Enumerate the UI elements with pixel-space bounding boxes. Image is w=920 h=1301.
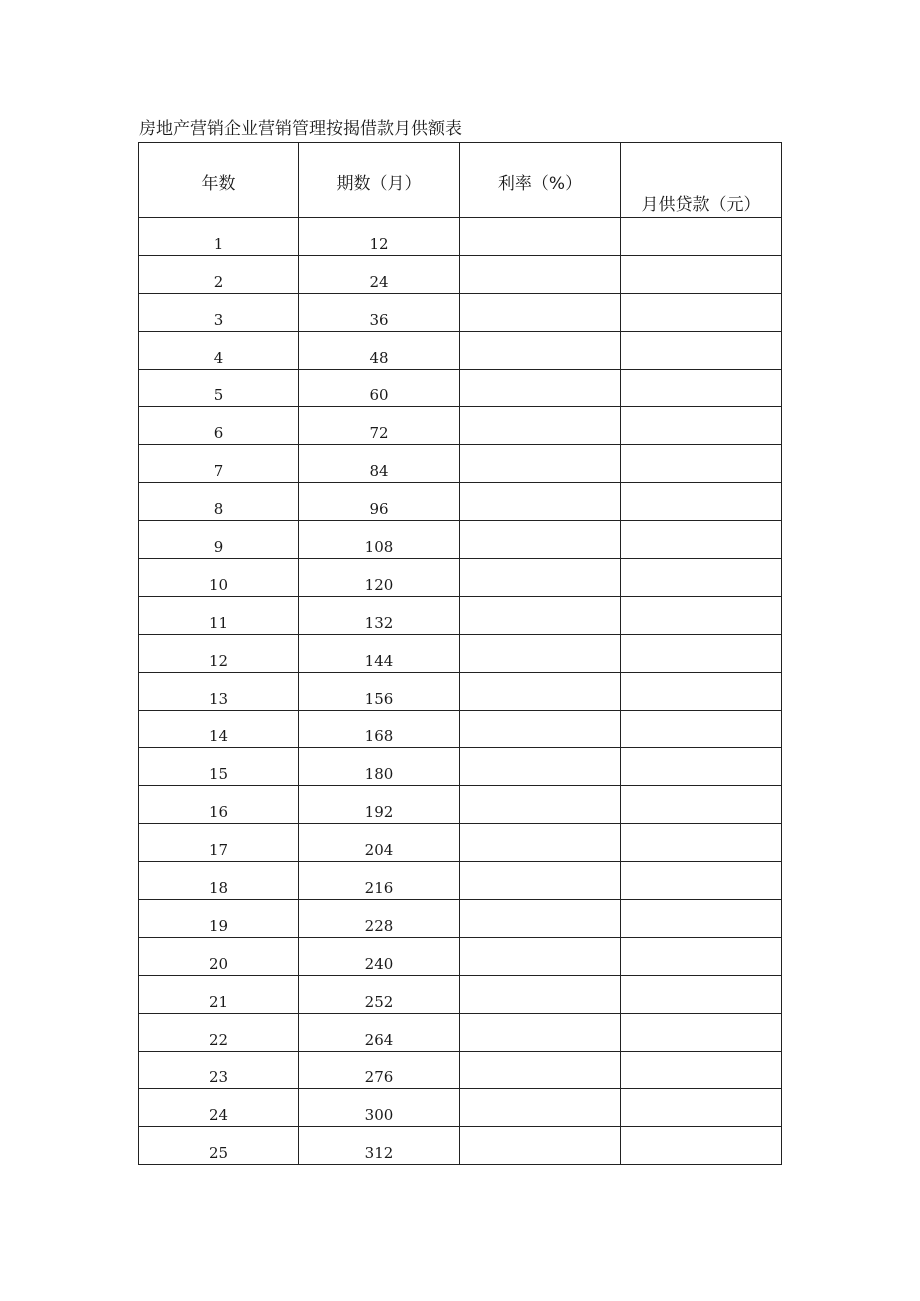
payment-cell [621, 937, 782, 975]
payment-cell [621, 445, 782, 483]
table-row [139, 255, 782, 293]
periods-cell-value: 36 [369, 310, 389, 329]
payment-cell [621, 634, 782, 672]
years-cell [139, 937, 299, 975]
rate-cell [460, 331, 621, 369]
years-cell [139, 634, 299, 672]
years-cell-value: 22 [208, 1030, 229, 1049]
years-cell [139, 786, 299, 824]
years-cell [139, 748, 299, 786]
header-rate: 利率（%） [497, 174, 583, 194]
years-cell-value: 12 [208, 651, 229, 670]
table-row [139, 900, 782, 938]
periods-cell [299, 824, 460, 862]
periods-cell-value: 48 [369, 348, 389, 367]
payment-cell [621, 1089, 782, 1127]
rate-cell [460, 293, 621, 331]
periods-cell [299, 786, 460, 824]
payment-cell [621, 672, 782, 710]
table-row [139, 483, 782, 521]
periods-cell [299, 975, 460, 1013]
periods-cell-value: 60 [369, 386, 389, 405]
years-cell-value: 5 [213, 386, 224, 405]
table-row [139, 786, 782, 824]
periods-cell [299, 331, 460, 369]
periods-cell-value: 264 [364, 1030, 394, 1049]
years-cell-value: 21 [208, 992, 229, 1011]
periods-cell-value: 12 [369, 234, 389, 253]
years-cell [139, 445, 299, 483]
years-cell [139, 710, 299, 748]
rate-cell [460, 559, 621, 597]
table-row [139, 862, 782, 900]
payment-cell [621, 862, 782, 900]
periods-cell-value: 240 [364, 954, 394, 973]
periods-cell [299, 1089, 460, 1127]
table-row [139, 634, 782, 672]
rate-cell [460, 407, 621, 445]
rate-cell [460, 672, 621, 710]
years-cell [139, 975, 299, 1013]
payment-cell [621, 559, 782, 597]
periods-cell [299, 559, 460, 597]
years-cell-value: 13 [208, 689, 229, 708]
periods-cell [299, 596, 460, 634]
years-cell [139, 1051, 299, 1089]
mortgage-payment-table [138, 142, 782, 1165]
table-row [139, 218, 782, 256]
periods-cell-value: 312 [364, 1144, 394, 1163]
periods-cell [299, 672, 460, 710]
table-row [139, 1013, 782, 1051]
header-years: 年数 [201, 174, 236, 194]
rate-cell [460, 255, 621, 293]
payment-cell [621, 293, 782, 331]
rate-cell [460, 710, 621, 748]
payment-cell [621, 521, 782, 559]
payment-cell [621, 596, 782, 634]
rate-cell [460, 748, 621, 786]
payment-cell [621, 786, 782, 824]
years-cell-value: 8 [213, 500, 224, 519]
periods-cell [299, 521, 460, 559]
payment-cell [621, 824, 782, 862]
years-cell-value: 15 [208, 765, 229, 784]
periods-cell-value: 156 [364, 689, 394, 708]
years-cell [139, 331, 299, 369]
document-title: 房地产营销企业营销管理按揭借款月供额表 [139, 119, 462, 139]
table-row [139, 293, 782, 331]
periods-cell-value: 120 [364, 575, 394, 594]
periods-cell [299, 218, 460, 256]
payment-cell [621, 1013, 782, 1051]
table-row [139, 937, 782, 975]
periods-cell-value: 228 [364, 916, 394, 935]
table-row [139, 331, 782, 369]
years-cell-value: 10 [208, 575, 229, 594]
table-row [139, 824, 782, 862]
table-row [139, 672, 782, 710]
periods-cell [299, 293, 460, 331]
years-cell-value: 1 [213, 234, 224, 253]
table-row [139, 975, 782, 1013]
years-cell [139, 1013, 299, 1051]
years-cell-value: 7 [213, 462, 224, 481]
periods-cell-value: 72 [369, 424, 389, 443]
rate-cell [460, 862, 621, 900]
table-row [139, 596, 782, 634]
header-cell-rate [460, 143, 621, 218]
rate-cell [460, 483, 621, 521]
table-row [139, 369, 782, 407]
periods-cell [299, 255, 460, 293]
rate-cell [460, 1127, 621, 1165]
table-row [139, 748, 782, 786]
rate-cell [460, 369, 621, 407]
table-row [139, 407, 782, 445]
periods-cell [299, 634, 460, 672]
payment-cell [621, 1051, 782, 1089]
periods-cell-value: 276 [364, 1068, 394, 1087]
years-cell [139, 1089, 299, 1127]
table-header-row [139, 143, 782, 218]
rate-cell [460, 1089, 621, 1127]
periods-cell-value: 168 [364, 727, 394, 746]
payment-cell [621, 710, 782, 748]
years-cell [139, 824, 299, 862]
periods-cell-value: 300 [364, 1106, 394, 1125]
rate-cell [460, 975, 621, 1013]
table-row [139, 1127, 782, 1165]
header-cell-years [139, 143, 299, 218]
rate-cell [460, 786, 621, 824]
periods-cell [299, 900, 460, 938]
years-cell [139, 559, 299, 597]
table-row [139, 1089, 782, 1127]
rate-cell [460, 521, 621, 559]
periods-cell [299, 748, 460, 786]
years-cell-value: 11 [208, 613, 229, 632]
table-row [139, 559, 782, 597]
years-cell-value: 25 [208, 1144, 229, 1163]
periods-cell [299, 369, 460, 407]
years-cell-value: 20 [208, 954, 229, 973]
table-row [139, 445, 782, 483]
rate-cell [460, 937, 621, 975]
payment-cell [621, 218, 782, 256]
years-cell [139, 255, 299, 293]
years-cell-value: 24 [208, 1106, 229, 1125]
years-cell-value: 16 [208, 803, 229, 822]
periods-cell [299, 937, 460, 975]
periods-cell-value: 252 [364, 992, 394, 1011]
years-cell [139, 483, 299, 521]
years-cell-value: 17 [208, 841, 229, 860]
rate-cell [460, 634, 621, 672]
rate-cell [460, 445, 621, 483]
years-cell-value: 9 [213, 538, 224, 557]
years-cell [139, 521, 299, 559]
periods-cell [299, 407, 460, 445]
payment-cell [621, 748, 782, 786]
periods-cell [299, 483, 460, 521]
years-cell-value: 23 [208, 1068, 229, 1087]
years-cell-value: 3 [213, 310, 224, 329]
payment-cell [621, 331, 782, 369]
years-cell [139, 1127, 299, 1165]
periods-cell [299, 1127, 460, 1165]
years-cell-value: 6 [213, 424, 224, 443]
payment-cell [621, 975, 782, 1013]
years-cell [139, 900, 299, 938]
years-cell-value: 19 [208, 916, 229, 935]
periods-cell-value: 108 [364, 538, 394, 557]
years-cell [139, 293, 299, 331]
rate-cell [460, 596, 621, 634]
payment-cell [621, 255, 782, 293]
years-cell-value: 14 [208, 727, 229, 746]
rate-cell [460, 218, 621, 256]
periods-cell-value: 204 [364, 841, 394, 860]
header-cell-payment [621, 143, 782, 218]
header-periods: 期数（月） [336, 174, 422, 194]
header-payment: 月供贷款（元） [641, 195, 761, 215]
payment-cell [621, 900, 782, 938]
years-cell [139, 218, 299, 256]
periods-cell [299, 445, 460, 483]
years-cell-value: 2 [213, 272, 224, 291]
periods-cell [299, 710, 460, 748]
periods-cell-value: 180 [364, 765, 394, 784]
years-cell-value: 4 [213, 348, 224, 367]
rate-cell [460, 1051, 621, 1089]
header-cell-periods [299, 143, 460, 218]
payment-cell [621, 369, 782, 407]
periods-cell-value: 192 [364, 803, 394, 822]
periods-cell-value: 144 [364, 651, 394, 670]
years-cell [139, 407, 299, 445]
payment-cell [621, 483, 782, 521]
periods-cell [299, 862, 460, 900]
table-row [139, 710, 782, 748]
years-cell-value: 18 [208, 879, 229, 898]
payment-cell-value [621, 1162, 781, 1164]
payment-cell [621, 407, 782, 445]
periods-cell-value: 24 [369, 272, 389, 291]
table-row [139, 521, 782, 559]
periods-cell-value: 84 [369, 462, 389, 481]
periods-cell-value: 132 [364, 613, 394, 632]
payment-cell [621, 1127, 782, 1165]
years-cell [139, 369, 299, 407]
periods-cell [299, 1051, 460, 1089]
rate-cell [460, 900, 621, 938]
years-cell [139, 596, 299, 634]
rate-cell-value [460, 1162, 620, 1164]
years-cell [139, 862, 299, 900]
rate-cell [460, 1013, 621, 1051]
periods-cell-value: 96 [369, 500, 389, 519]
periods-cell-value: 216 [364, 879, 394, 898]
periods-cell [299, 1013, 460, 1051]
years-cell [139, 672, 299, 710]
table-row [139, 1051, 782, 1089]
rate-cell [460, 824, 621, 862]
